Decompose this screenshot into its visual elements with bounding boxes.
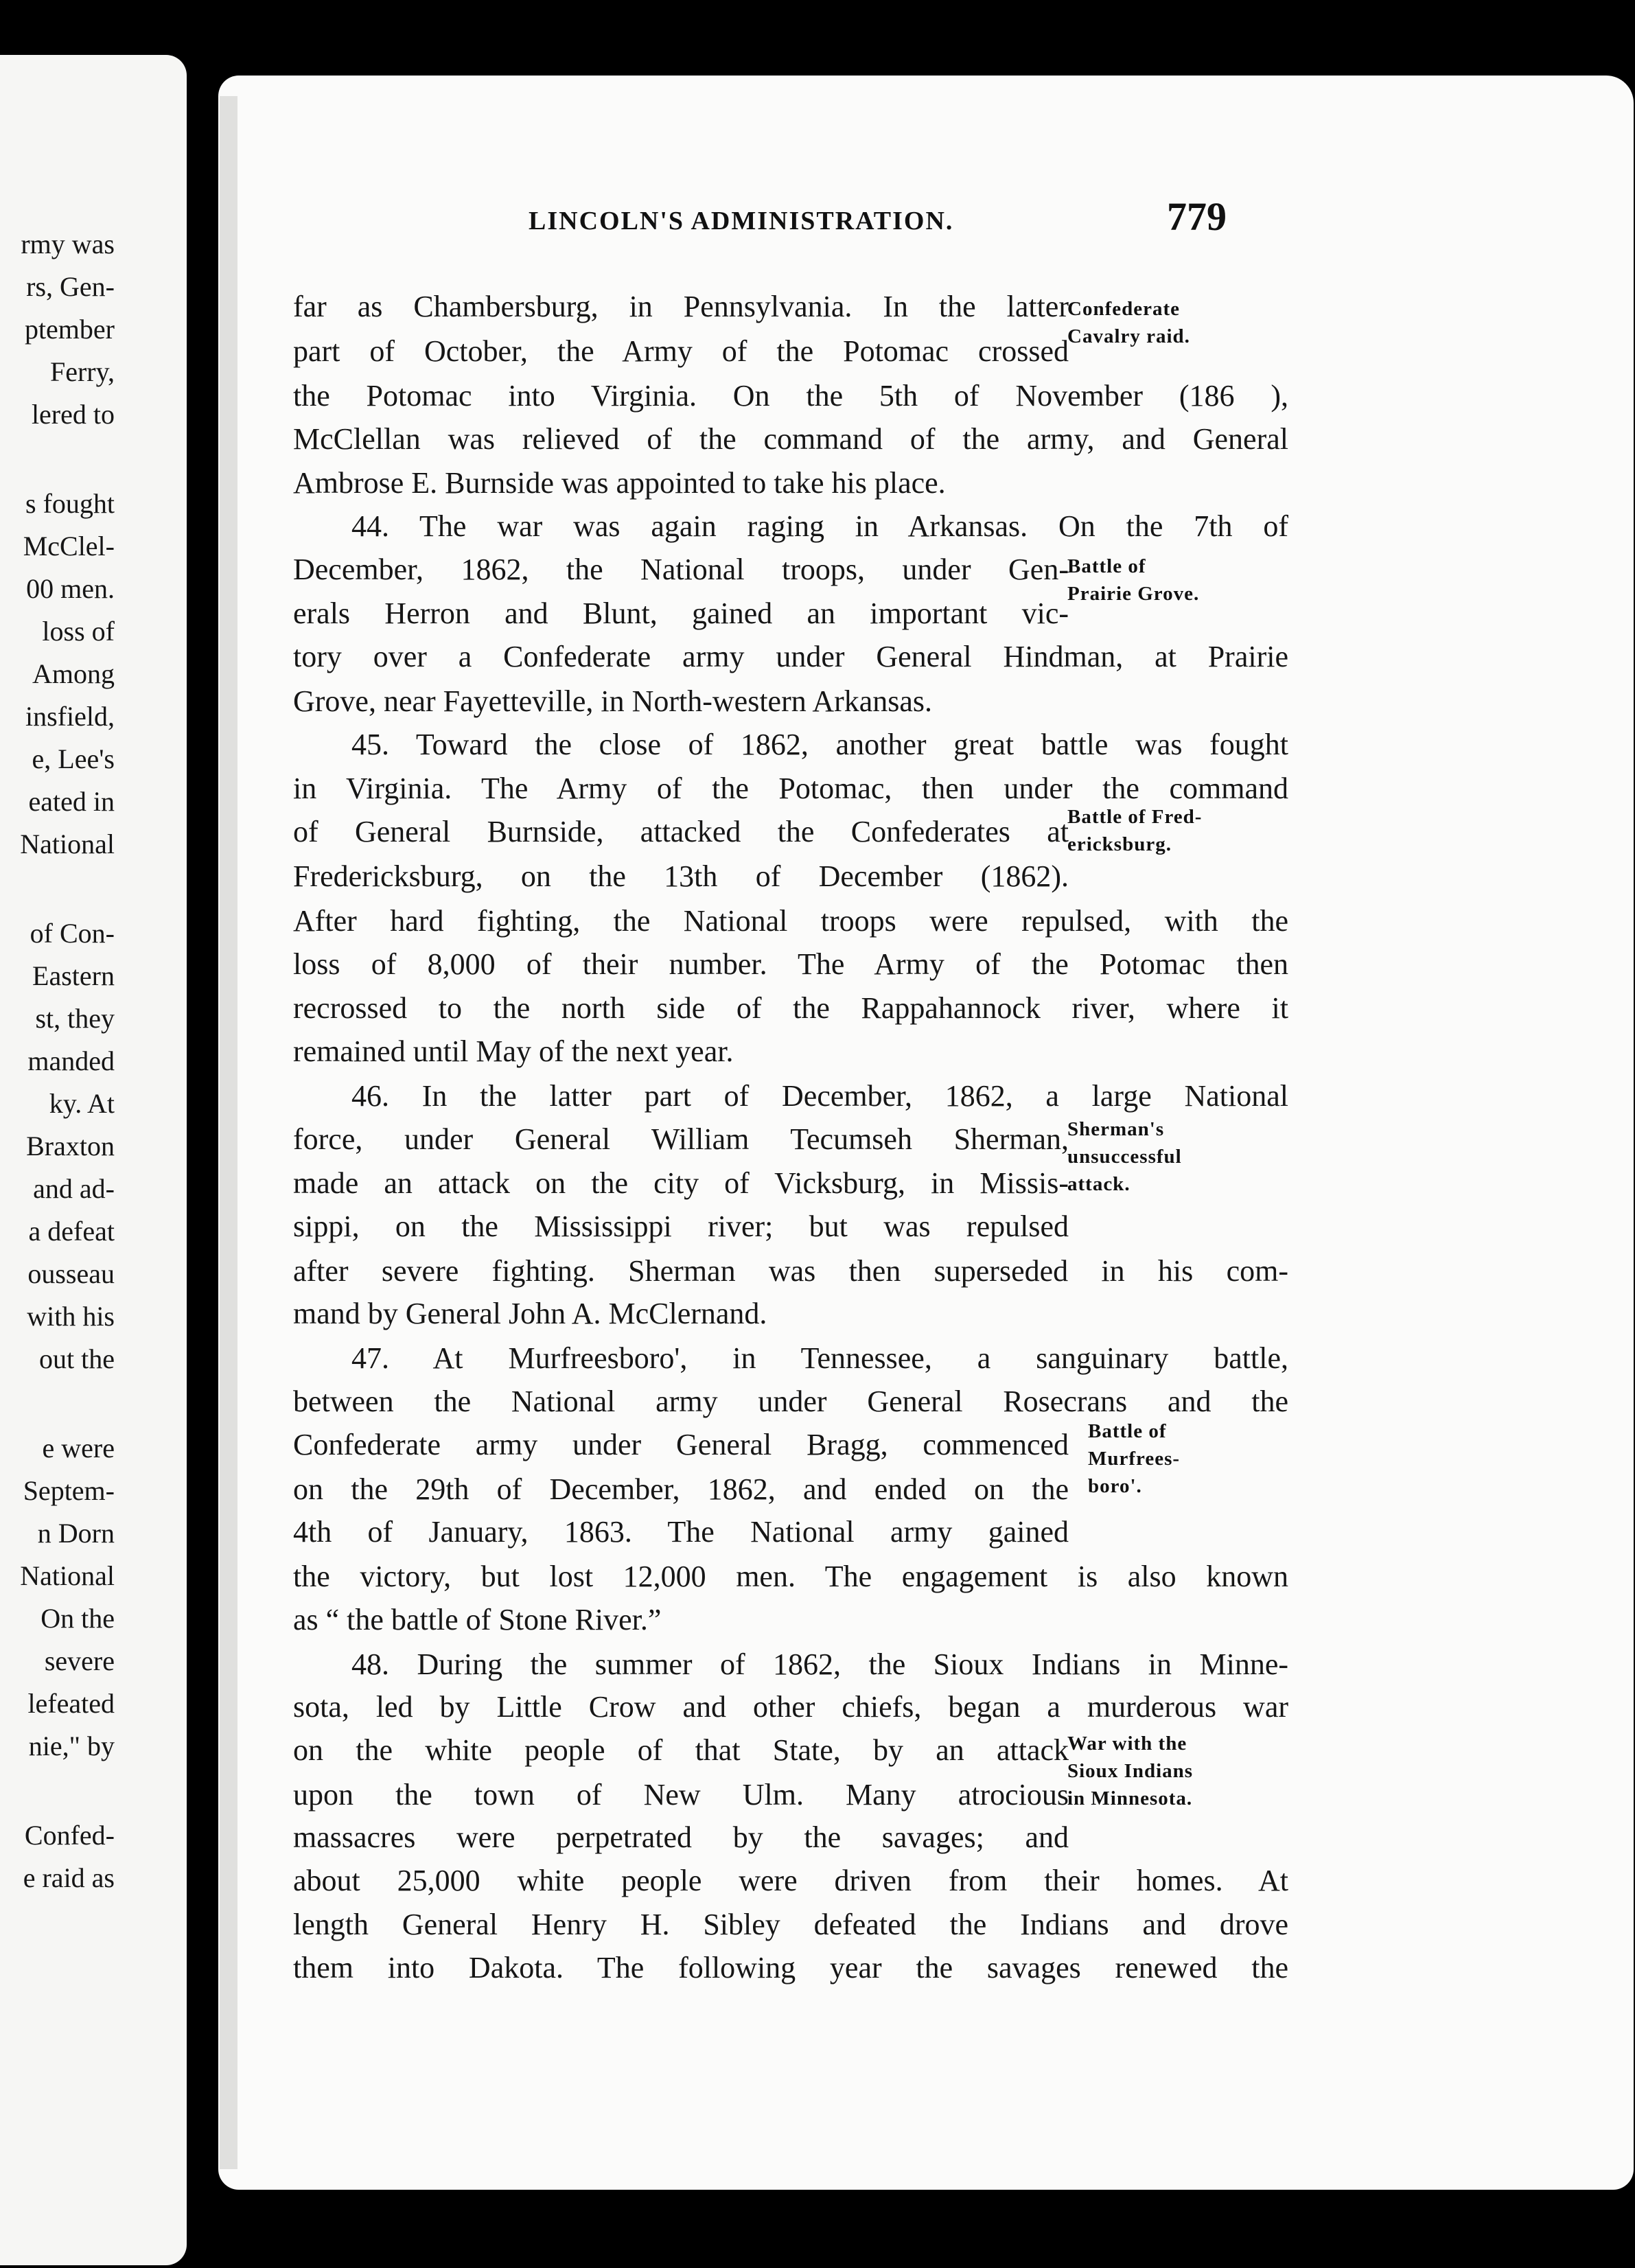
left-page-line: Septem- (23, 1475, 115, 1506)
body-line: the victory, but lost 12,000 men. The engagement is also known (293, 1560, 1288, 1593)
body-line: length General Henry H. Sibley defeated the Indians and drove (293, 1908, 1288, 1941)
left-page-line: severe (44, 1645, 115, 1676)
margin-note-line: Confederate (1067, 298, 1181, 320)
body-line: in Virginia. The Army of the Potomac, then under the command (293, 772, 1288, 805)
body-line: erals Herron and Blunt, gained an important vic- (293, 597, 1069, 630)
left-page-line: nie," by (28, 1731, 115, 1761)
margin-note-line: Sherman's (1067, 1118, 1165, 1140)
body-line: 48. During the summer of 1862, the Sioux Indians in Minne- (351, 1647, 1288, 1681)
body-line: remained until May of the next year. (293, 1034, 734, 1068)
margin-note-line: War with the (1067, 1733, 1187, 1755)
page-number: 779 (1167, 194, 1227, 239)
body-line: the Potomac into Virginia. On the 5th of November (186 ), (293, 379, 1288, 413)
body-line: 4th of January, 1863. The National army gained (293, 1515, 1069, 1549)
margin-note-line: ericksburg. (1067, 833, 1172, 855)
left-page-line: Confed- (24, 1820, 115, 1851)
left-page-line: of Con- (30, 918, 115, 949)
left-page-edge (0, 55, 187, 2265)
margin-note-line: Battle of (1088, 1420, 1167, 1442)
left-page-line: and ad- (33, 1173, 115, 1204)
body-line: McClellan was relieved of the command of the army, and General (293, 422, 1288, 456)
left-page-line: eated in (28, 786, 115, 817)
left-page-line: McClel- (23, 531, 115, 562)
left-page-line: with his (27, 1301, 115, 1332)
body-line: loss of 8,000 of their number. The Army of the Potomac then (293, 947, 1288, 981)
left-page-line: National (20, 1560, 115, 1591)
margin-note-line: Battle of (1067, 555, 1146, 577)
left-page-line: e were (42, 1433, 115, 1463)
left-page-line: rmy was (21, 229, 115, 259)
body-line: sippi, on the Mississippi river; but was repulsed (293, 1210, 1069, 1243)
margin-note-line: in Minnesota. (1067, 1787, 1193, 1809)
page-gutter-shadow (220, 96, 237, 2169)
left-page-line: a defeat (28, 1216, 115, 1247)
left-page-line: ky. At (49, 1088, 115, 1119)
margin-note-line: attack. (1067, 1173, 1130, 1195)
left-page-line: ptember (24, 314, 115, 345)
margin-note-line: unsuccessful (1067, 1146, 1182, 1168)
body-line: Fredericksburg, on the 13th of December (1862). (293, 859, 1069, 893)
body-line: force, under General William Tecumseh Sherman, (293, 1122, 1069, 1156)
body-line: after severe fighting. Sherman was then superseded in his com- (293, 1254, 1288, 1288)
body-line: on the white people of that State, by an attack (293, 1733, 1069, 1767)
left-page-line: e, Lee's (32, 743, 115, 774)
body-line: 47. At Murfreesboro', in Tennessee, a sanguinary battle, (351, 1341, 1288, 1375)
left-page-line: Ferry, (49, 356, 115, 387)
running-header: LINCOLN'S ADMINISTRATION. (529, 207, 954, 235)
left-page-line: National (20, 829, 115, 859)
body-line: sota, led by Little Crow and other chiefs, began a murderous war (293, 1690, 1288, 1724)
body-line: about 25,000 white people were driven from their homes. At (293, 1864, 1288, 1897)
body-line: mand by General John A. McClernand. (293, 1297, 767, 1330)
margin-note-line: Battle of Fred- (1067, 806, 1203, 828)
left-page-line: st, they (35, 1003, 115, 1034)
margin-note-line: Prairie Grove. (1067, 583, 1200, 605)
body-line: them into Dakota. The following year the savages renewed the (293, 1951, 1288, 1984)
margin-note-line: boro'. (1088, 1475, 1142, 1497)
left-page-line: ousseau (27, 1258, 115, 1289)
body-line: made an attack on the city of Vicksburg, in Missis- (293, 1166, 1069, 1200)
margin-note-line: Cavalry raid. (1067, 325, 1190, 347)
body-line: upon the town of New Ulm. Many atrocious (293, 1778, 1069, 1812)
body-line: massacres were perpetrated by the savages; and (293, 1820, 1069, 1854)
body-line: of General Burnside, attacked the Confederates at (293, 815, 1069, 848)
body-line: between the National army under General Rosecrans and the (293, 1385, 1288, 1418)
body-line: far as Chambersburg, in Pennsylvania. In the latter (293, 290, 1069, 323)
left-page-line: manded (27, 1045, 115, 1076)
body-line: Grove, near Fayetteville, in North-western Arkansas. (293, 684, 933, 718)
left-page-line: out the (39, 1343, 115, 1374)
left-page-line: Eastern (32, 960, 115, 991)
left-page-line: lefeated (27, 1688, 115, 1719)
left-page-line: n Dorn (37, 1518, 115, 1549)
left-page-line: lered to (31, 399, 115, 430)
body-line: recrossed to the north side of the Rappahannock river, where it (293, 991, 1288, 1025)
body-line: After hard fighting, the National troops were repulsed, with the (293, 904, 1288, 938)
body-line: 45. Toward the close of 1862, another great battle was fought (351, 728, 1288, 761)
body-line: 46. In the latter part of December, 1862, a large National (351, 1079, 1288, 1113)
body-line: tory over a Confederate army under General Hindman, at Prairie (293, 640, 1288, 673)
left-page-line: 00 men. (26, 573, 115, 604)
body-line: Ambrose E. Burnside was appointed to take his place. (293, 466, 946, 500)
body-line: on the 29th of December, 1862, and ended on the (293, 1472, 1069, 1506)
body-line: 44. The war was again raging in Arkansas. On the 7th of (351, 509, 1288, 543)
body-line: part of October, the Army of the Potomac crossed (293, 334, 1069, 368)
left-page-line: loss of (42, 616, 115, 647)
body-line: as “ the battle of Stone River.” (293, 1603, 662, 1636)
margin-note-line: Murfrees- (1088, 1448, 1181, 1470)
left-page-line: Braxton (26, 1131, 115, 1161)
left-page-line: On the (40, 1603, 115, 1634)
left-page-line: e raid as (23, 1862, 115, 1893)
margin-note-line: Sioux Indians (1067, 1760, 1194, 1782)
left-page-line: rs, Gen- (26, 271, 115, 302)
left-page-line: insfield, (25, 701, 115, 732)
body-line: December, 1862, the National troops, under Gen- (293, 553, 1069, 586)
left-page-line: Among (32, 658, 115, 689)
left-page-line: s fought (25, 488, 115, 519)
body-line: Confederate army under General Bragg, commenced (293, 1428, 1069, 1461)
